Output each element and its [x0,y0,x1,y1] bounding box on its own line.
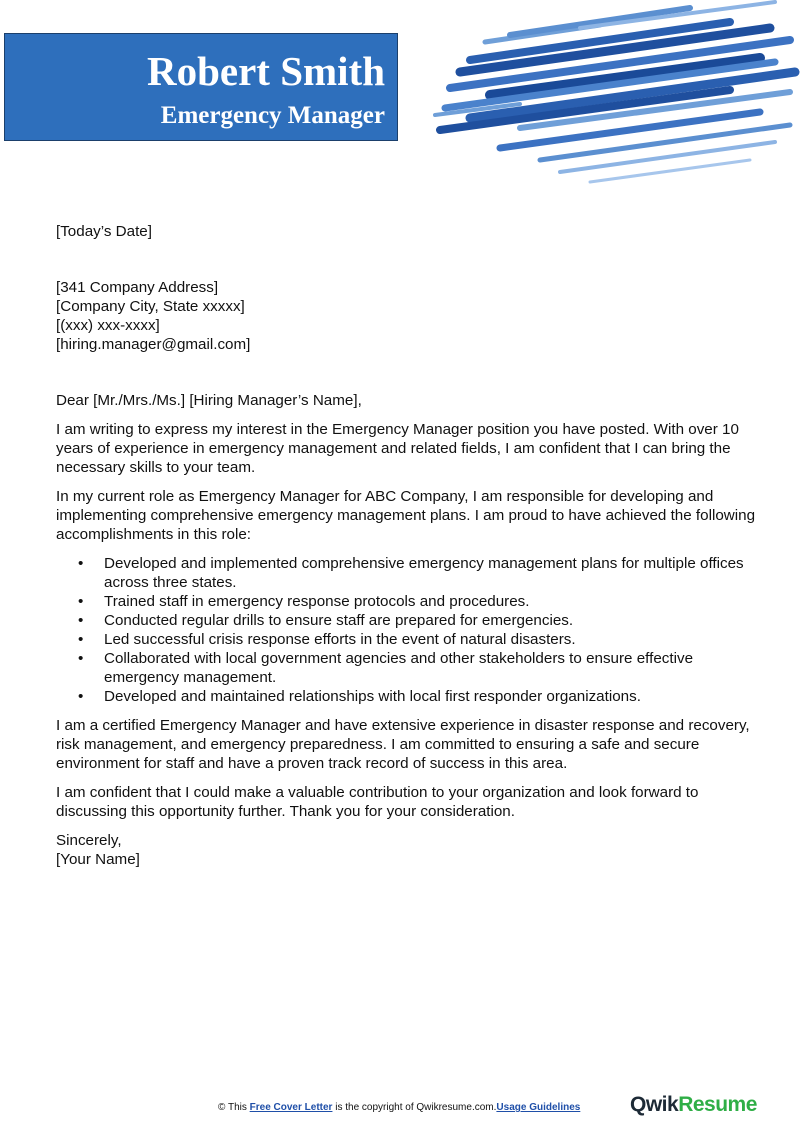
letter-body [56,222,756,869]
list-item: • Led successful crisis response efforts in the event of natural disasters. [104,630,756,649]
address-line: [341 Company Address] [56,279,219,296]
free-cover-letter-link[interactable]: Free Cover Letter [249,1102,333,1113]
salutation: Dear [Mr./Mrs./Ms.] [Hiring Manager’s Name], [56,392,362,409]
list-item: • Conducted regular drills to ensure staff are prepared for emergencies. [104,611,756,630]
list-item: • Trained staff in emergency response protocols and procedures. [104,592,756,611]
logo-qwik: Qwik [630,1093,679,1116]
applicant-title: Emergency Manager [160,102,385,129]
footer-prefix: © This [218,1102,250,1113]
decorative-stripes-graphic [430,0,800,185]
letter-date: [Today’s Date] [56,223,152,240]
paragraph-current-role: In my current role as Emergency Manager for ABC Company, I am responsible for developing and implementing comprehensive emergency management plans. I am proud to have achieved the following accomplishments in this role: [56,488,756,543]
closing: Sincerely, [56,832,122,849]
address-line: [Company City, State xxxxx] [56,298,245,315]
paragraph-certification: I am a certified Emergency Manager and have extensive experience in disaster response and recovery, risk management, and emergency preparedness. I am committed to ensuring a safe and secure environment for staff and have a proven track record of success in this area. [56,717,750,772]
applicant-name: Robert Smith [146,48,385,94]
paragraph-intro: I am writing to express my interest in the Emergency Manager position you have posted. With over 10 years of experience in emergency management and related fields, I am confident that I can bring the necessary skills to your team. [56,421,739,476]
paragraph-closing-remarks: I am confident that I could make a valuable contribution to your organization and look forward to discussing this opportunity further. Thank you for your consideration. [56,784,699,820]
address-line: [(xxx) xxx-xxxx] [56,317,160,334]
address-line: [hiring.manager@gmail.com] [56,336,251,353]
header-name-box [4,33,398,141]
usage-guidelines-link[interactable]: Usage Guidelines [496,1102,581,1113]
list-item: • Collaborated with local government agencies and other stakeholders to ensure effective emergency management. [104,649,756,687]
logo-resume: Resume [678,1093,757,1116]
footer-middle: is the copyright of Qwikresume.com. [332,1102,497,1113]
recipient-address [56,278,756,354]
accomplishments-list [56,554,756,706]
copyright-footer [218,1102,580,1113]
signature: [Your Name] [56,851,140,868]
list-item: • Developed and implemented comprehensive emergency management plans for multiple offices across three states. [104,554,756,592]
qwikresume-logo [630,1093,757,1117]
list-item: • Developed and maintained relationships with local first responder organizations. [104,687,756,706]
